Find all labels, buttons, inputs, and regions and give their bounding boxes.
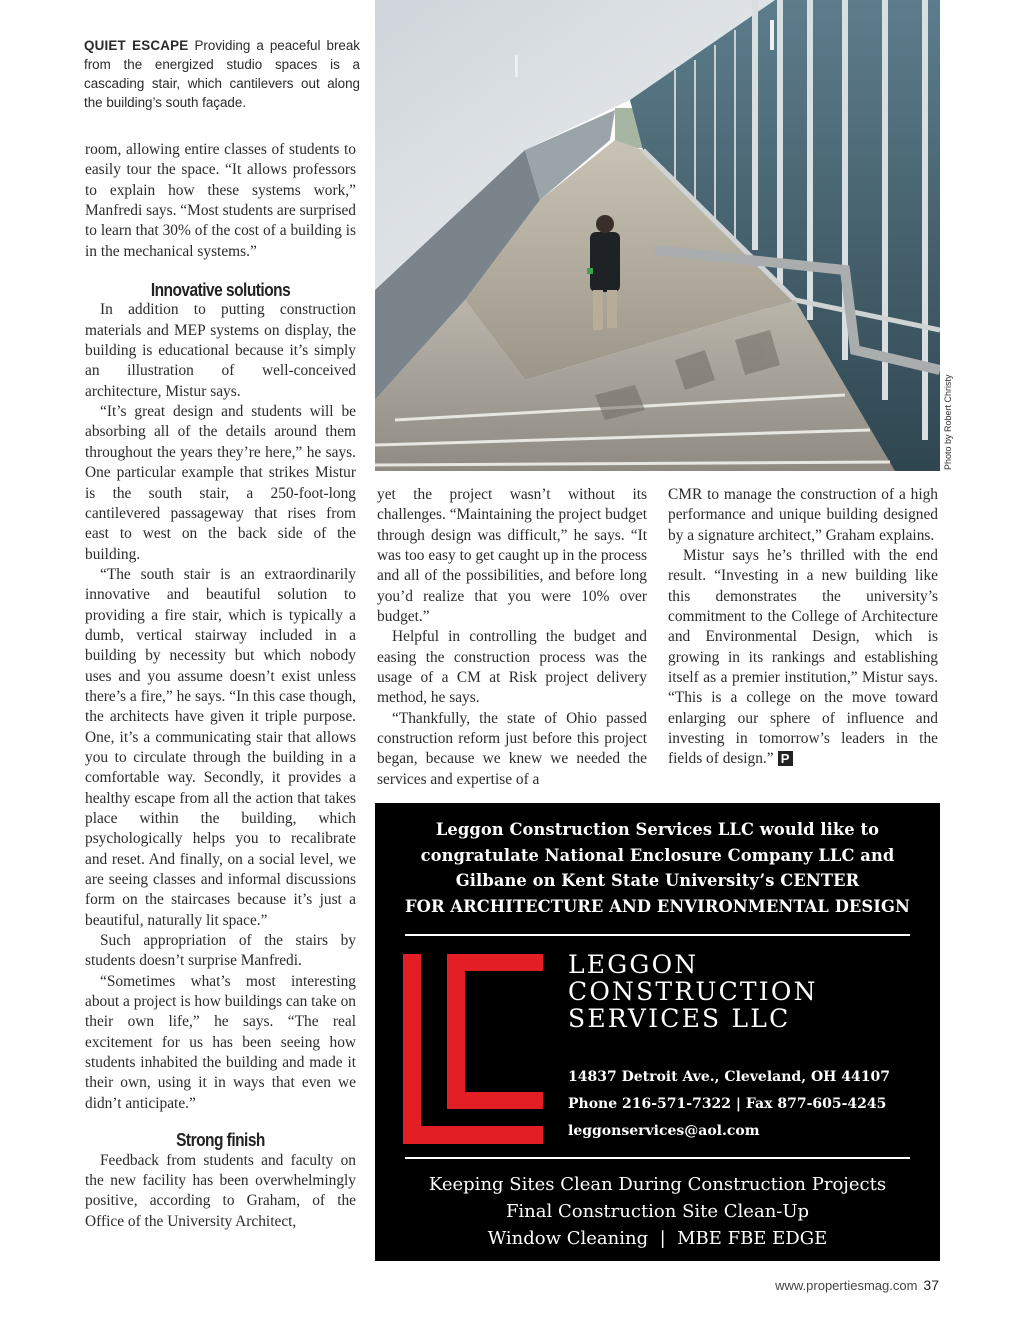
article-column-2 bbox=[377, 485, 647, 790]
ad-headline-line: Gilbane on Kent State University’s CENTER bbox=[455, 871, 860, 890]
photo-caption bbox=[84, 36, 360, 112]
service-line: Final Construction Site Clean-Up bbox=[505, 1201, 810, 1222]
address: 14837 Detroit Ave., Cleveland, OH 44107 bbox=[568, 1069, 890, 1085]
paragraph: Helpful in controlling the budget and easing the construction process was the usage of a CM at Risk project delivery method, he says. bbox=[377, 628, 647, 707]
ad-headline-line: Leggon Construction Services LLC would like to bbox=[435, 820, 880, 839]
article-column-3 bbox=[668, 485, 938, 770]
company-name bbox=[568, 951, 818, 1032]
paragraph: CMR to manage the construction of a high performance and unique building designed by a signature architect,” Graham explains. bbox=[668, 486, 938, 544]
llc-logo-icon bbox=[403, 954, 543, 1149]
email: leggonservices@aol.com bbox=[568, 1123, 760, 1139]
divider bbox=[405, 1157, 910, 1159]
leggon-advertisement bbox=[375, 803, 940, 1261]
phone-fax: Phone 216-571-7322 | Fax 877-605-4245 bbox=[568, 1096, 887, 1112]
company-name-line: CONSTRUCTION bbox=[568, 977, 818, 1006]
paragraph: yet the project wasn’t without its challenges. “Maintaining the project budget through design was difficult,” he says. “It was too easy to get caught up in the process and all of the possibilities, and before long you’d realize that you were 10% over budget.” bbox=[377, 486, 647, 626]
paragraph: “Sometimes what’s most interesting about a project is how buildings can take on their own life,” he says. “The real excitement for us has been seeing how students inhabited the building and made it their own, using it in ways that even we didn’t anticipate.” bbox=[85, 972, 356, 1112]
service-line: Keeping Sites Clean During Construction Projects bbox=[428, 1174, 887, 1195]
divider bbox=[405, 934, 910, 936]
section-heading-innovative: Innovative solutions bbox=[150, 280, 291, 301]
caption-lead: QUIET ESCAPE bbox=[84, 38, 189, 53]
paragraph: Such appropriation of the stairs by students doesn’t surprise Manfredi. bbox=[85, 932, 356, 970]
company-name-line: LEGGON bbox=[568, 950, 699, 979]
company-name-line: SERVICES LLC bbox=[568, 1004, 791, 1033]
paragraph: room, allowing entire classes of students to easily tour the space. “It allows professors to explain how these systems work,” Manfredi says. “Most students are surprised to learn that 30% of the cost of a building is in the mechanical systems.” bbox=[85, 141, 356, 260]
caption-text: Providing a peaceful break from the energized studio spaces is a cascading stair, which cantilevers out along the building’s south façade. bbox=[84, 38, 360, 110]
paragraph: “The south stair is an extraordinarily innovative and beautiful solution to providing a fire stair, which is typically a dumb, vertical stairway included in a building by necessity but which nobody uses and you assume doesn’t exist unless there’s a fire,” he says. “In this case though, the architects have given it triple purpose. One, it’s a communicating stair that allows you to circulate through the building in a comfortable way. Secondly, it provides a healthy escape from all the action that takes place within the building, which psychologically helps you to recalibrate and reset. And finally, on a social level, we are seeing classes and informal discussions form on the staircases because it’s just a beautiful, naturally lit space.” bbox=[85, 565, 356, 929]
website-url: www.propertiesmag.com bbox=[775, 1278, 918, 1293]
paragraph: “It’s great design and students will be absorbing all of the details around them throughout the years they’re here,” he says. One particular example that strikes Mistur is the south stair, a 250-foot-long cantilevered passageway that rises from east to west on the back side of the building. bbox=[85, 403, 356, 563]
paragraph: “Thankfully, the state of Ohio passed construction reform just before this project began, because we knew we needed the services and expertise of a bbox=[377, 709, 647, 788]
service-line: Window Cleaning | MBE FBE EDGE bbox=[487, 1228, 828, 1249]
paragraph-text: Mistur says he’s thrilled with the end result. “Investing in a new building like this demonstrates the university’s commitment to the College of Architecture and Environmental Design, which is growing in its rankings and establishing itself as a premier institution,” Mistur says. “This is a college on the move toward enlarging our sphere of influence and investing in tomorrow’s leaders in the fields of design.” bbox=[668, 547, 938, 768]
stair-photo bbox=[375, 0, 940, 471]
photo-credit: Photo by Robert Christy bbox=[943, 374, 953, 470]
end-mark-icon: P bbox=[778, 751, 793, 766]
page-footer bbox=[775, 1277, 939, 1293]
page-number: 37 bbox=[923, 1277, 939, 1293]
article-column-1 bbox=[85, 140, 356, 1232]
section-heading-strong-finish: Strong finish bbox=[176, 1130, 265, 1151]
ad-headline-line: FOR ARCHITECTURE AND ENVIRONMENTAL DESIGN bbox=[405, 896, 910, 916]
paragraph: In addition to putting construction materials and MEP systems on display, the building is educational because it’s simply an illustration of well-conceived architecture, Mistur says. bbox=[85, 301, 356, 400]
ad-headline-line: congratulate National Enclosure Company LLC and bbox=[420, 845, 895, 865]
paragraph: Feedback from students and faculty on the new facility has been overwhelmingly positive, according to Graham, of the Office of the University Architect, bbox=[85, 1151, 356, 1230]
ad-headline bbox=[375, 817, 940, 919]
corridor-photo-illustration bbox=[375, 0, 940, 471]
ad-services bbox=[375, 1171, 940, 1252]
paragraph-with-end-mark bbox=[668, 546, 938, 770]
